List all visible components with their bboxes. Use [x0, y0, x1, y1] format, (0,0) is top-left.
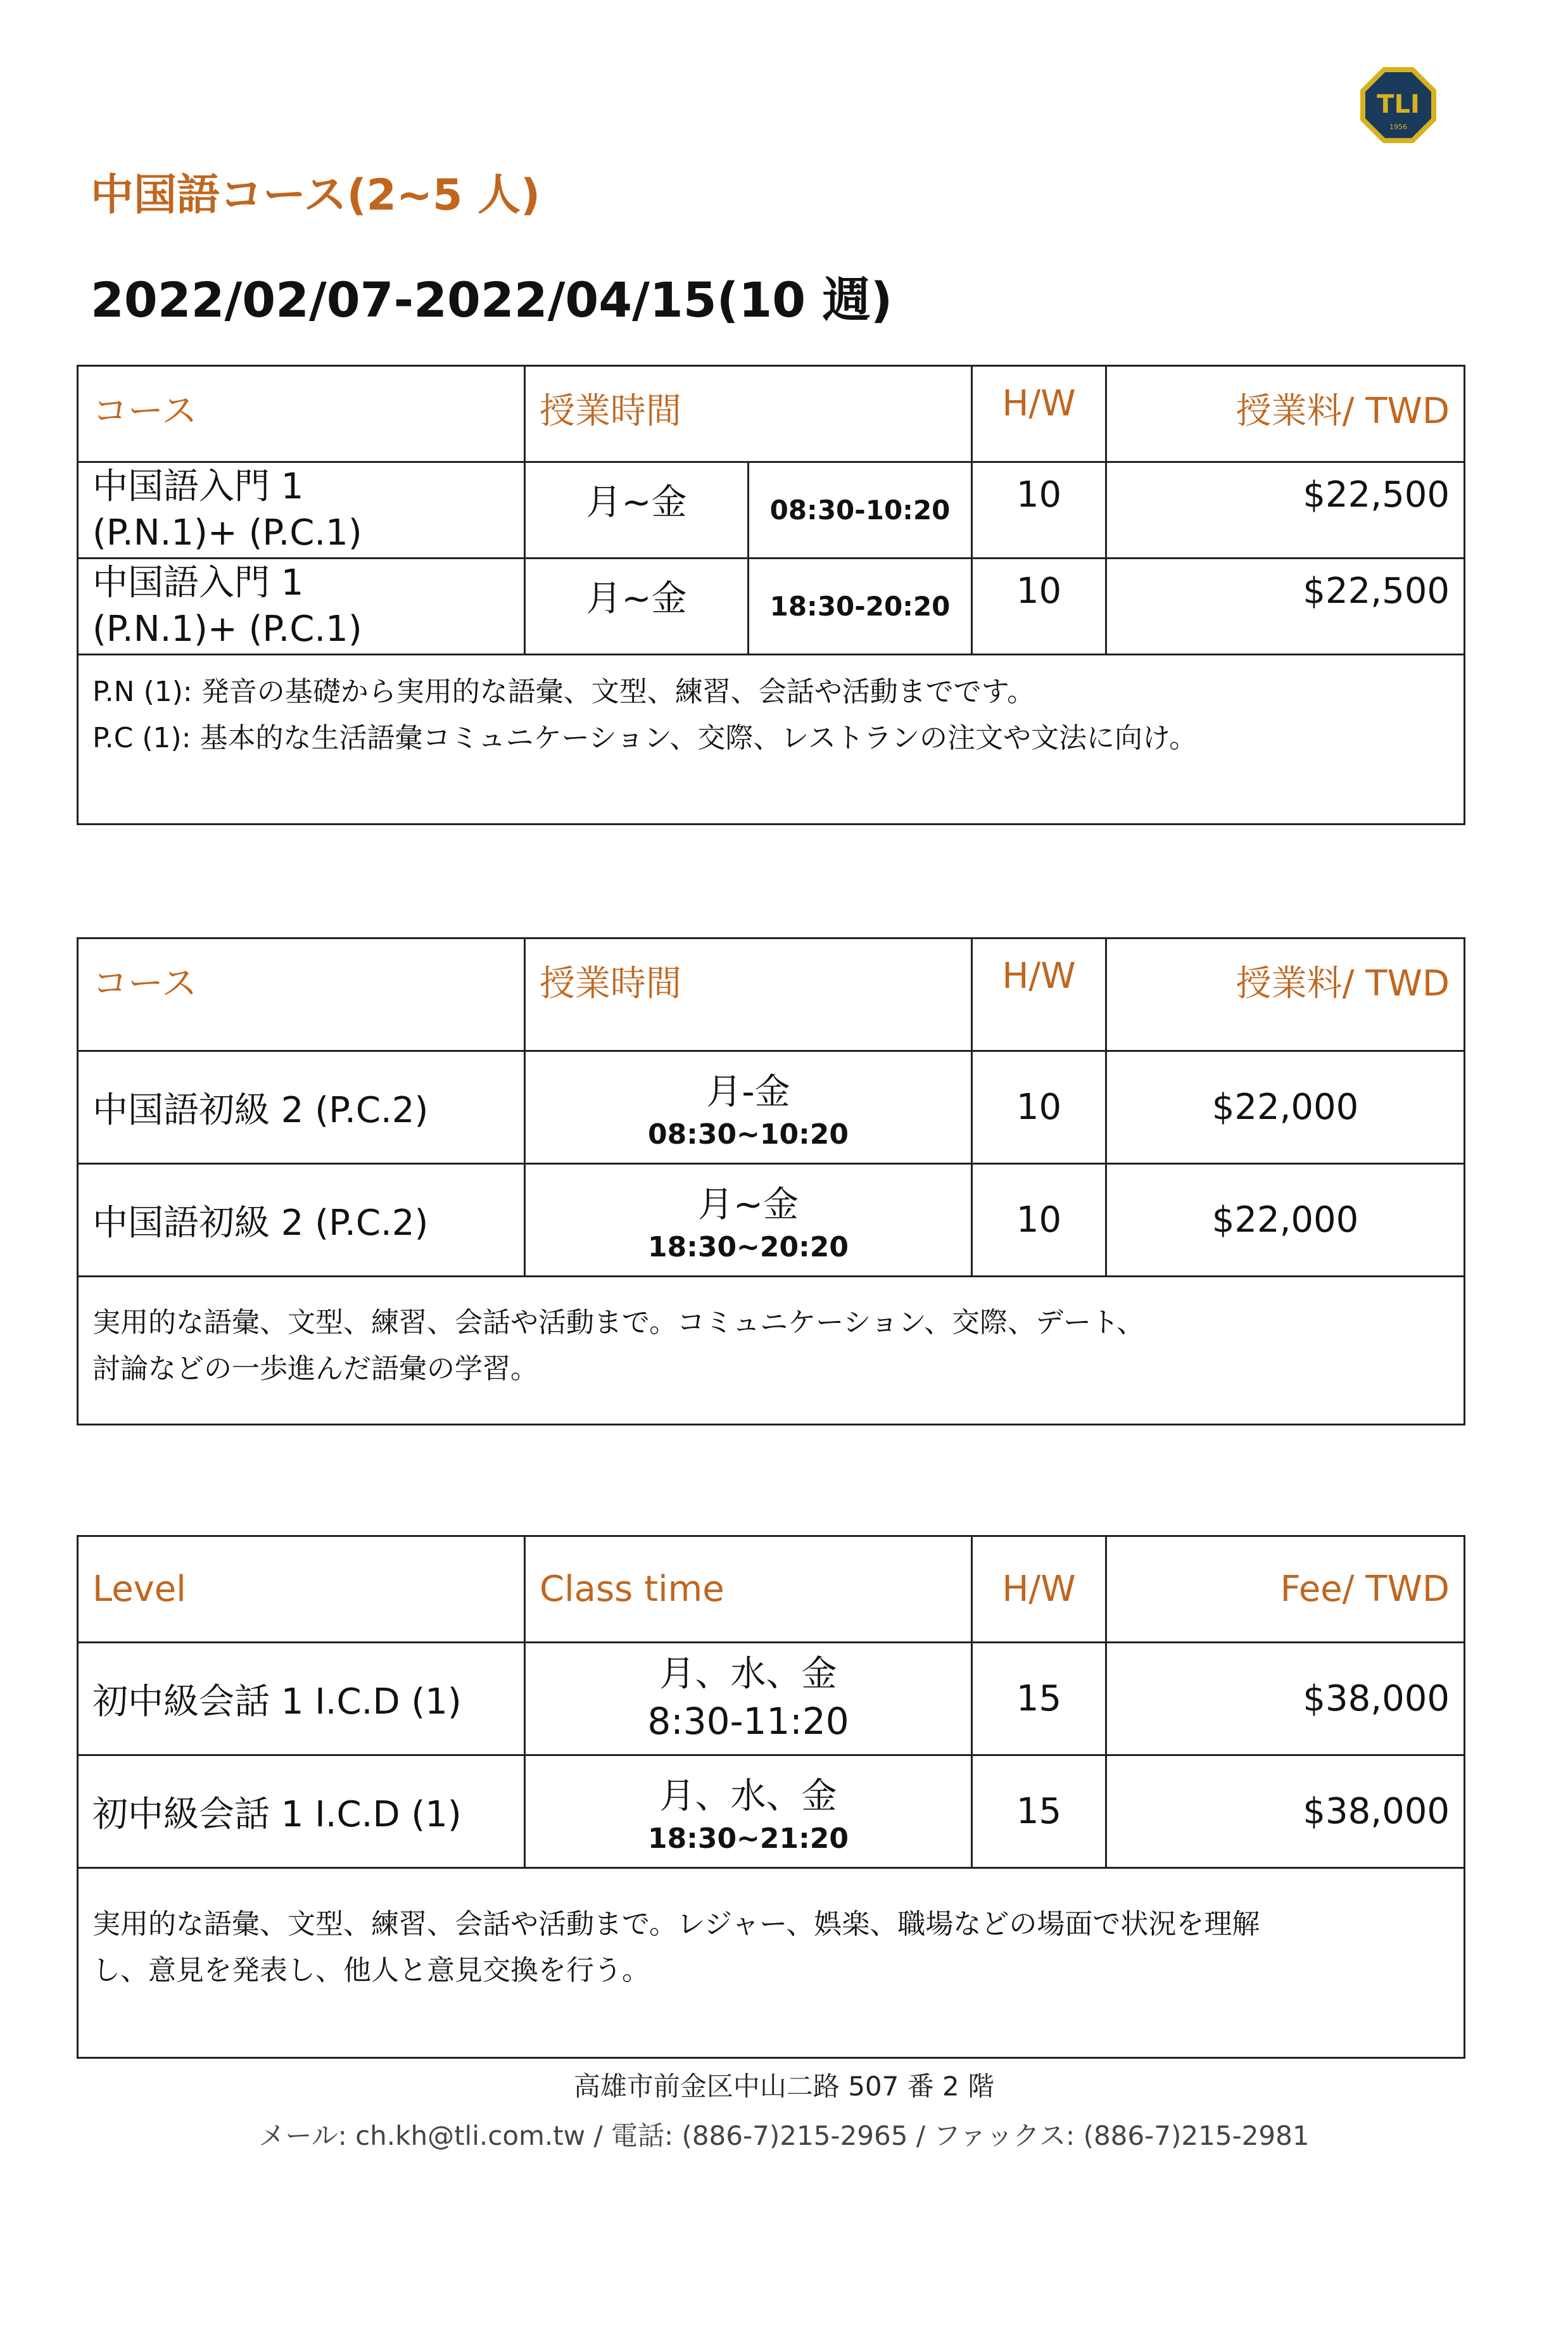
course-table-3	[77, 1535, 1465, 2059]
note-line-2: 討論などの一歩進んだ語彙の学習。	[92, 1352, 538, 1385]
course-fee: $22,000	[1106, 1051, 1465, 1164]
course-name	[78, 559, 525, 655]
note-line-2: P.C (1): 基本的な生活語彙コミュニケーション、交際、レストランの注文や文法に向け。	[92, 721, 1198, 754]
table-header	[78, 938, 1465, 1051]
course-schedule	[525, 1643, 972, 1755]
course-hw: 15	[972, 1643, 1106, 1755]
course-note	[78, 1868, 1465, 2058]
table-row	[78, 559, 1465, 655]
table-header	[78, 366, 1465, 462]
course-name-line2: (P.N.1)+ (P.C.1)	[92, 608, 362, 650]
table-row	[78, 1643, 1465, 1755]
note-row	[78, 1868, 1465, 2058]
course-hw: 10	[972, 462, 1106, 559]
note-line-2: し、意見を発表し、他人と意見交換を行う。	[92, 1954, 650, 1987]
note-line-1: P.N (1): 発音の基礎から実用的な語彙、文型、練習、会話や活動までです。	[92, 676, 1035, 708]
course-days: 月~金	[525, 559, 749, 655]
header-fee: Fee/ TWD	[1106, 1536, 1465, 1643]
course-time: 8:30-11:20	[647, 1700, 849, 1743]
header-time: 授業時間	[525, 366, 972, 462]
table-row	[78, 1164, 1465, 1277]
course-name: 初中級会話 1 I.C.D (1)	[78, 1643, 525, 1755]
course-fee: $22,000	[1106, 1164, 1465, 1277]
course-hw: 10	[972, 1051, 1106, 1164]
logo-year: 1956	[1389, 123, 1407, 131]
course-fee: $38,000	[1106, 1755, 1465, 1868]
course-days: 月、水、金	[659, 1653, 837, 1695]
header-class-time: Class time	[525, 1536, 972, 1643]
note-line-1: 実用的な語彙、文型、練習、会話や活動まで。コミュニケーション、交際、デート、	[92, 1306, 1144, 1339]
course-name: 初中級会話 1 I.C.D (1)	[78, 1755, 525, 1868]
course-hw: 15	[972, 1755, 1106, 1868]
course-days: 月-金	[706, 1071, 790, 1113]
note-row	[78, 655, 1465, 825]
course-note	[78, 655, 1465, 825]
course-fee: $22,500	[1106, 559, 1465, 655]
header-level: Level	[78, 1536, 525, 1643]
course-hw: 10	[972, 559, 1106, 655]
footer-address: 高雄市前金区中山二路 507 番 2 階	[573, 2071, 995, 2102]
course-days: 月~金	[525, 462, 749, 559]
course-name: 中国語初級 2 (P.C.2)	[78, 1164, 525, 1277]
course-note	[78, 1277, 1465, 1425]
course-name	[78, 462, 525, 559]
logo-text: TLI	[1377, 90, 1420, 119]
course-dates: 2022/02/07-2022/04/15(10 週)	[91, 272, 893, 328]
header-course: コース	[78, 938, 525, 1051]
course-name-line1: 中国語入門 1	[92, 562, 304, 603]
course-table-2	[77, 937, 1465, 1425]
course-name: 中国語初級 2 (P.C.2)	[78, 1051, 525, 1164]
header-hw: H/W	[972, 938, 1106, 1051]
course-schedule	[525, 1051, 972, 1164]
note-line-1: 実用的な語彙、文型、練習、会話や活動まで。レジャー、娯楽、職場などの場面で状況を理解	[92, 1908, 1260, 1940]
page-title: 中国語コース(2~5 人)	[91, 170, 541, 220]
course-time: 08:30~10:20	[648, 1118, 849, 1151]
course-time: 18:30-20:20	[749, 559, 972, 655]
course-hw: 10	[972, 1164, 1106, 1277]
course-time: 18:30~21:20	[648, 1823, 849, 1855]
course-schedule	[525, 1164, 972, 1277]
table-header	[78, 1536, 1465, 1643]
footer-contact: メール: ch.kh@tli.com.tw / 電話: (886-7)215-2965 / ファックス: (886-7)215-2981	[258, 2120, 1310, 2151]
course-days: 月、水、金	[659, 1776, 837, 1817]
header-fee: 授業料/ TWD	[1106, 366, 1465, 462]
header-hw: H/W	[972, 1536, 1106, 1643]
course-fee: $22,500	[1106, 462, 1465, 559]
table-row	[78, 462, 1465, 559]
course-name-line1: 中国語入門 1	[92, 465, 304, 507]
header-course: コース	[78, 366, 525, 462]
course-table-1	[77, 365, 1465, 825]
course-schedule	[525, 1755, 972, 1868]
table-row	[78, 1755, 1465, 1868]
course-days: 月~金	[698, 1184, 799, 1225]
course-name-line2: (P.N.1)+ (P.C.1)	[92, 512, 362, 553]
table-row	[78, 1051, 1465, 1164]
course-time: 08:30-10:20	[749, 462, 972, 559]
note-row	[78, 1277, 1465, 1425]
header-time: 授業時間	[525, 938, 972, 1051]
header-fee: 授業料/ TWD	[1106, 938, 1465, 1051]
tli-logo	[1359, 66, 1438, 144]
course-fee: $38,000	[1106, 1643, 1465, 1755]
header-hw: H/W	[972, 366, 1106, 462]
course-time: 18:30~20:20	[648, 1231, 849, 1263]
